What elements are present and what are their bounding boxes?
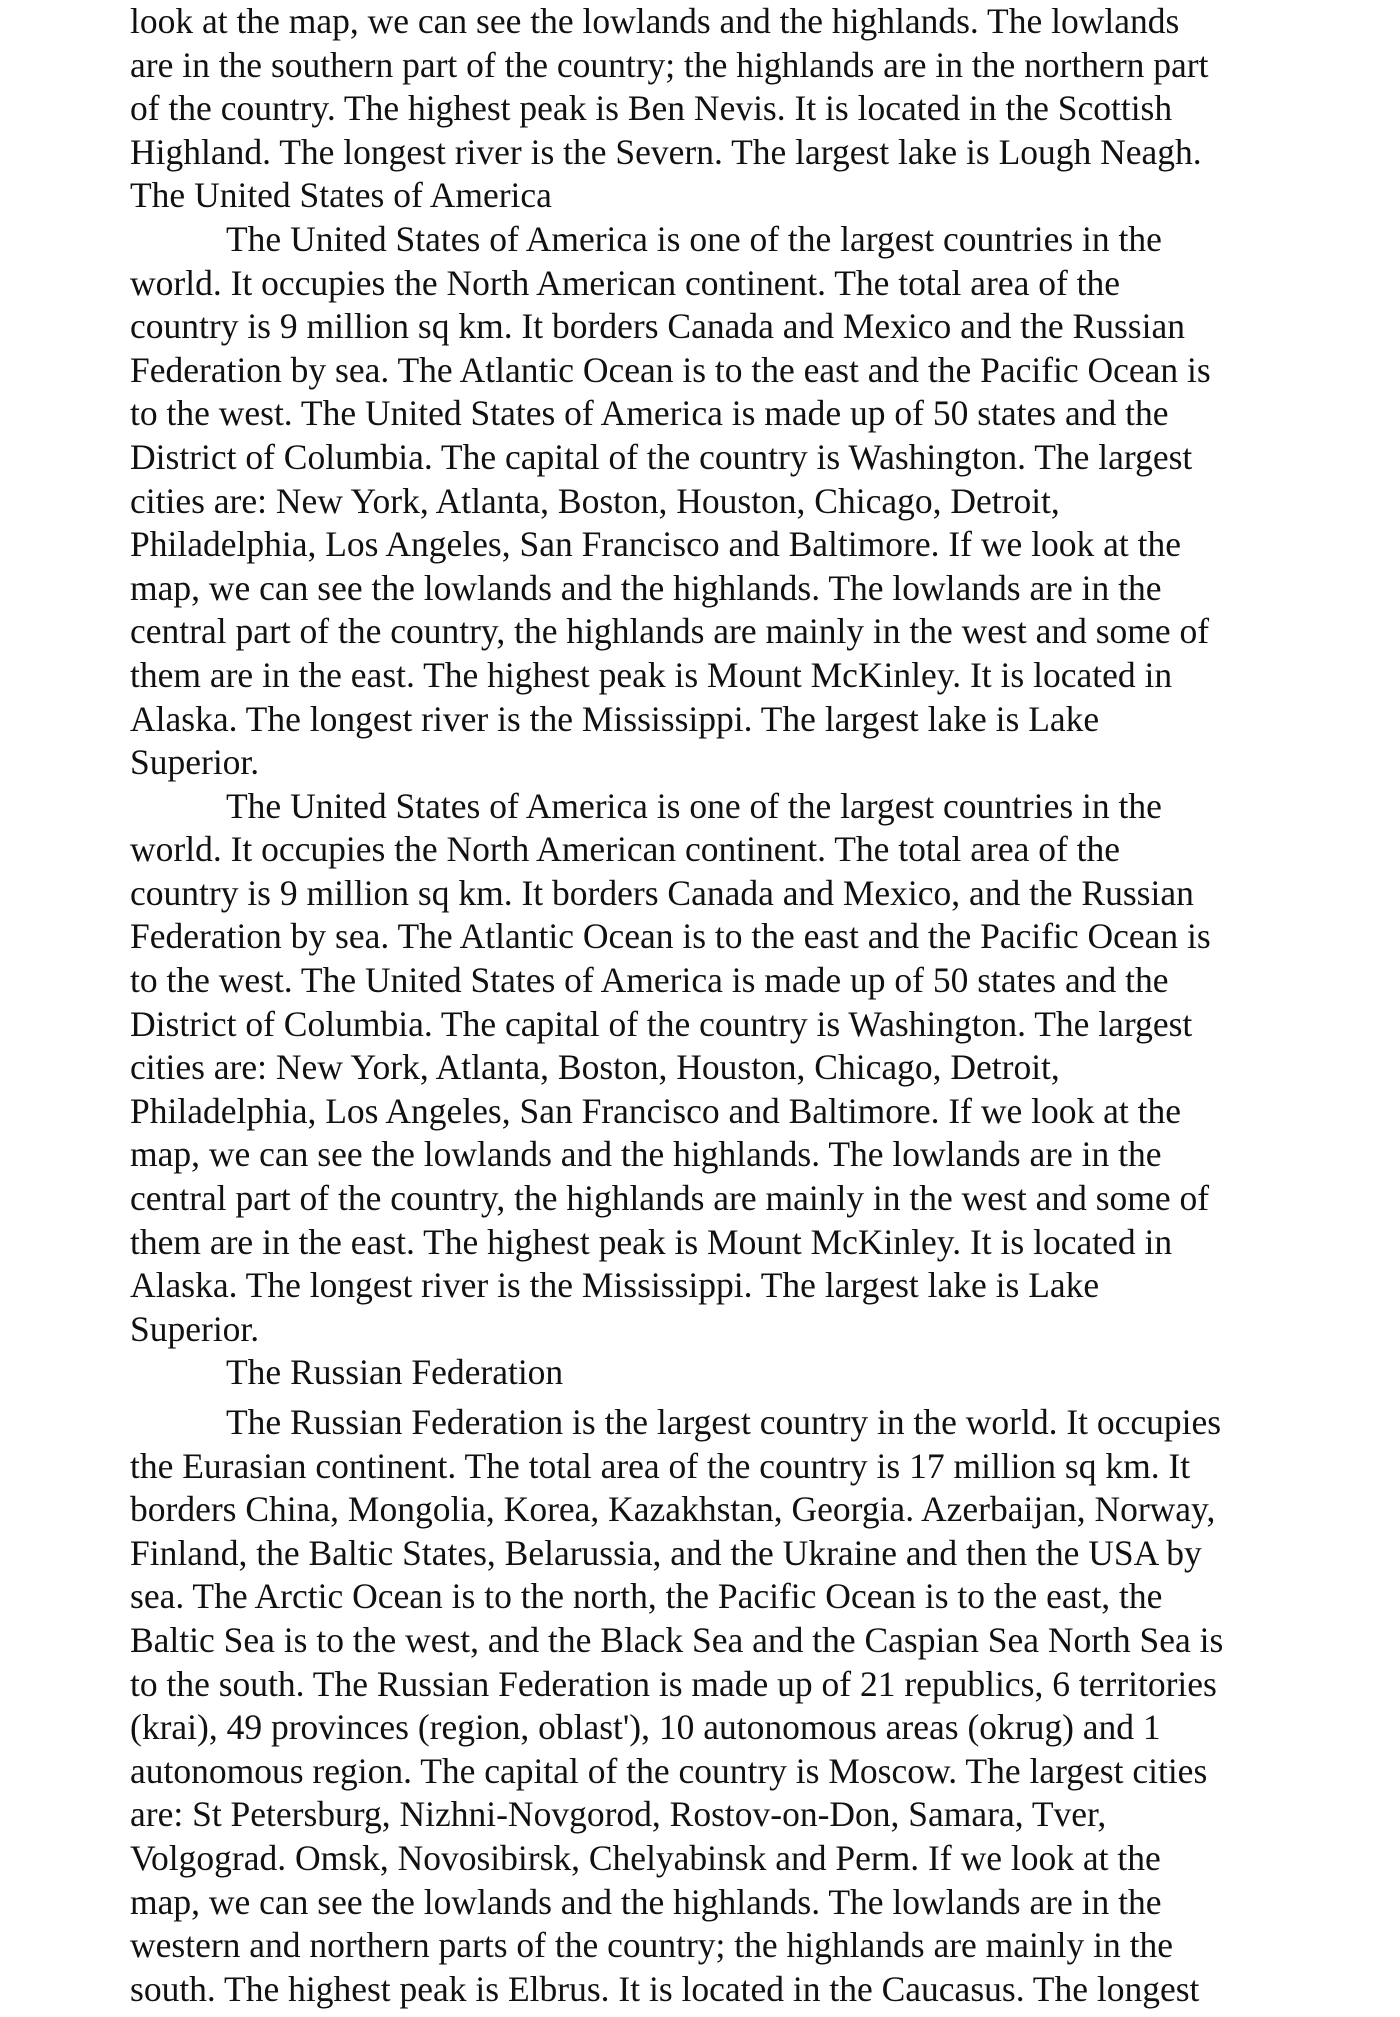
text-line: map, we can see the lowlands and the highlands. The lowlands are in the <box>130 1134 1162 1175</box>
text-line: cities are: New York, Atlanta, Boston, Houston, Chicago, Detroit, <box>130 480 1060 521</box>
document-page <box>130 0 1325 2011</box>
text-line: Baltic Sea is to the west, and the Black Sea and the Caspian Sea North Sea is <box>130 1619 1224 1660</box>
text-line: central part of the country, the highlands are mainly in the west and some of <box>130 1178 1210 1219</box>
text-line: to the west. The United States of America is made up of 50 states and the <box>130 393 1169 434</box>
text-line: them are in the east. The highest peak is Mount McKinley. It is located in <box>130 1221 1173 1262</box>
text-line: (krai), 49 provinces (region, oblast'), 10 autonomous areas (okrug) and 1 <box>130 1707 1161 1748</box>
text-line: them are in the east. The highest peak is Mount McKinley. It is located in <box>130 654 1173 695</box>
text-line: Highland. The longest river is the Severn. The largest lake is Lough Neagh. <box>130 131 1202 172</box>
text-line: to the west. The United States of America is made up of 50 states and the <box>130 960 1169 1001</box>
text-line: map, we can see the lowlands and the highlands. The lowlands are in the <box>130 567 1162 608</box>
text-line: The United States of America is one of the largest countries in the <box>226 218 1162 259</box>
section-heading-russia: The Russian Federation <box>226 1352 564 1393</box>
text-line: District of Columbia. The capital of the country is Washington. The largest <box>130 1003 1193 1044</box>
text-line: cities are: New York, Atlanta, Boston, Houston, Chicago, Detroit, <box>130 1047 1060 1088</box>
text-line: Finland, the Baltic States, Belarussia, and the Ukraine and then the USA by <box>130 1532 1202 1573</box>
text-line: Superior. <box>130 742 260 783</box>
text-line: of the country. The highest peak is Ben Nevis. It is located in the Scottish <box>130 88 1173 129</box>
text-line: western and northern parts of the country; the highlands are mainly in the <box>130 1925 1174 1966</box>
text-line: country is 9 million sq km. It borders Canada and Mexico, and the Russian <box>130 872 1194 913</box>
text-line: District of Columbia. The capital of the country is Washington. The largest <box>130 436 1193 477</box>
text-line: look at the map, we can see the lowlands and the highlands. The lowlands <box>130 1 1180 41</box>
text-line: Federation by sea. The Atlantic Ocean is to the east and the Pacific Ocean is <box>130 916 1211 957</box>
text-line: Federation by sea. The Atlantic Ocean is to the east and the Pacific Ocean is <box>130 349 1211 390</box>
text-line: to the south. The Russian Federation is made up of 21 republics, 6 territories <box>130 1663 1217 1704</box>
text-line: are: St Petersburg, Nizhni-Novgorod, Rostov-on-Don, Samara, Tver, <box>130 1794 1107 1835</box>
text-line: autonomous region. The capital of the country is Moscow. The largest cities <box>130 1750 1208 1791</box>
text-line: Philadelphia, Los Angeles, San Francisco and Baltimore. If we look at the <box>130 524 1181 565</box>
text-line: Alaska. The longest river is the Mississippi. The largest lake is Lake <box>130 698 1100 739</box>
text-line: Superior. <box>130 1308 260 1349</box>
text-line: map, we can see the lowlands and the highlands. The lowlands are in the <box>130 1881 1162 1922</box>
text-line: sea. The Arctic Ocean is to the north, the Pacific Ocean is to the east, the <box>130 1576 1163 1617</box>
text-line: central part of the country, the highlands are mainly in the west and some of <box>130 611 1210 652</box>
text-line: Volgograd. Omsk, Novosibirsk, Chelyabinsk and Perm. If we look at the <box>130 1837 1161 1878</box>
text-line: borders China, Mongolia, Korea, Kazakhstan, Georgia. Azerbaijan, Norway, <box>130 1489 1216 1530</box>
text-line: The United States of America is one of the largest countries in the <box>226 785 1162 826</box>
text-line: Alaska. The longest river is the Mississippi. The largest lake is Lake <box>130 1265 1100 1306</box>
text-line: world. It occupies the North American continent. The total area of the <box>130 829 1121 870</box>
text-line: are in the southern part of the country; the highlands are in the northern part <box>130 44 1209 85</box>
text-line: the Eurasian continent. The total area of the country is 17 million sq km. It <box>130 1445 1191 1486</box>
text-line: Philadelphia, Los Angeles, San Francisco and Baltimore. If we look at the <box>130 1090 1181 1131</box>
section-heading-usa: The United States of America <box>130 175 552 216</box>
text-line: south. The highest peak is Elbrus. It is located in the Caucasus. The longest <box>130 1968 1200 2009</box>
text-line: world. It occupies the North American continent. The total area of the <box>130 262 1121 303</box>
text-line: The Russian Federation is the largest country in the world. It occupies <box>226 1402 1222 1442</box>
text-line: country is 9 million sq km. It borders Canada and Mexico and the Russian <box>130 306 1185 347</box>
